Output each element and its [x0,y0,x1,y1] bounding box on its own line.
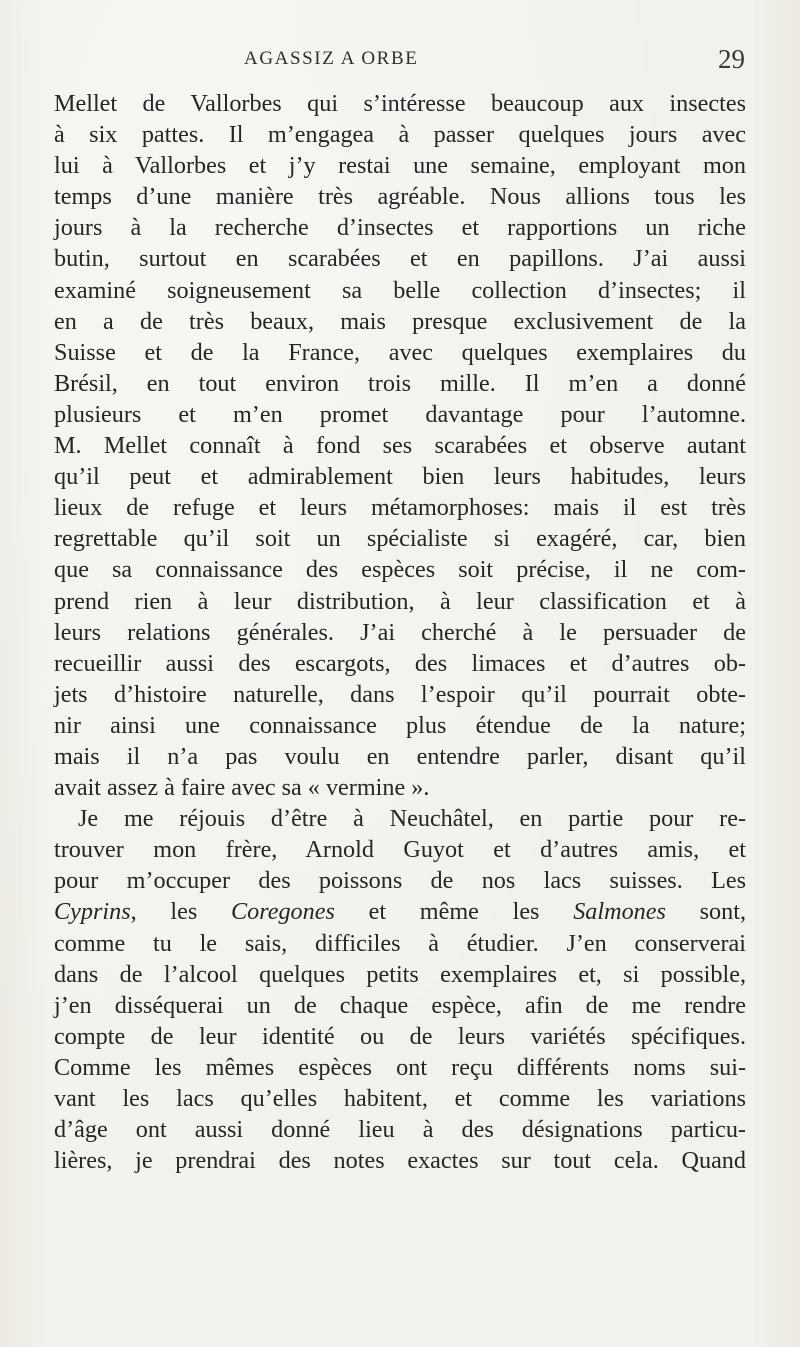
text-line: examiné soigneusement sa belle collection d’insectes; il [54,276,746,304]
text-line: pour m’occuper des poissons de nos lacs suisses. Les [54,867,746,895]
text-line: Brésil, en tout environ trois mille. Il m’en a donné [54,369,746,397]
running-header [0,44,800,74]
text-line: lieux de refuge et leurs métamorphoses: mais il est très [54,494,746,522]
text-line: regrettable qu’il soit un spécialiste si exagéré, car, bien [54,525,746,553]
text-line: plusieurs et m’en promet davantage pour l’automne. [54,400,746,428]
body-text [54,88,746,1176]
text-line: prend rien à leur distribution, à leur classification et à [54,587,746,615]
text-line: à six pattes. Il m’engagea à passer quelques jours avec [54,121,746,149]
text-line: d’âge ont aussi donné lieu à des désignations particu- [54,1116,746,1144]
text-line: M. Mellet connaît à fond ses scarabées et observe autant [54,432,746,460]
text-line: leurs relations générales. J’ai cherché à le persuader de [54,618,746,646]
text-line: trouver mon frère, Arnold Guyot et d’autres amis, et [54,836,746,864]
text-fragment: sont, [665,898,746,926]
text-fragment: et même les [334,898,574,926]
text-line: jets d’histoire naturelle, dans l’espoir qu’il pourrait obte- [54,680,746,708]
species-name-coregones: Coregones [230,898,335,926]
text-fragment: , les [130,898,231,926]
text-line: butin, surtout en scarabées et en papillons. J’ai aussi [54,245,746,273]
text-line: Mellet de Vallorbes qui s’intéresse beaucoup aux insectes [54,90,746,117]
species-name-cyprins: Cyprins [54,898,131,926]
text-line: mais il n’a pas voulu en entendre parler, disant qu’il [54,742,746,770]
text-line-with-species [54,896,746,927]
text-line: Suisse et de la France, avec quelques exemplaires du [54,338,746,366]
text-line: j’en disséquerai un de chaque espèce, afin de me rendre [54,991,746,1019]
text-line: Comme les mêmes espèces ont reçu différents noms sui- [54,1053,746,1081]
text-line: recueillir aussi des escargots, des limaces et d’autres ob- [54,649,746,677]
text-line: jours à la recherche d’insectes et rapportions un riche [54,214,746,242]
text-line: dans de l’alcool quelques petits exemplaires et, si possible, [54,960,746,988]
text-line: lières, je prendrai des notes exactes sur tout cela. Quand [54,1147,746,1175]
text-line: nir ainsi une connaissance plus étendue de la nature; [54,711,746,739]
text-line: Je me réjouis d’être à Neuchâtel, en partie pour re- [78,805,746,833]
text-line: avait assez à faire avec sa « vermine ». [54,774,430,802]
text-line: en a de très beaux, mais presque exclusivement de la [54,307,746,335]
text-line: compte de leur identité ou de leurs variétés spécifiques. [54,1022,746,1050]
text-line: que sa connaissance des espèces soit précise, il ne com- [54,556,746,584]
species-name-salmones: Salmones [573,898,666,926]
page-number: 29 [718,44,745,74]
text-line: temps d’une manière très agréable. Nous allions tous les [54,183,746,211]
text-line: vant les lacs qu’elles habitent, et comme les variations [54,1085,746,1112]
text-line: qu’il peut et admirablement bien leurs habitudes, leurs [54,463,746,491]
text-line: lui à Vallorbes et j’y restai une semaine, employant mon [54,152,746,180]
running-title: AGASSIZ A ORBE [244,48,419,69]
text-line: comme tu le sais, difficiles à étudier. J’en conserverai [54,929,746,957]
